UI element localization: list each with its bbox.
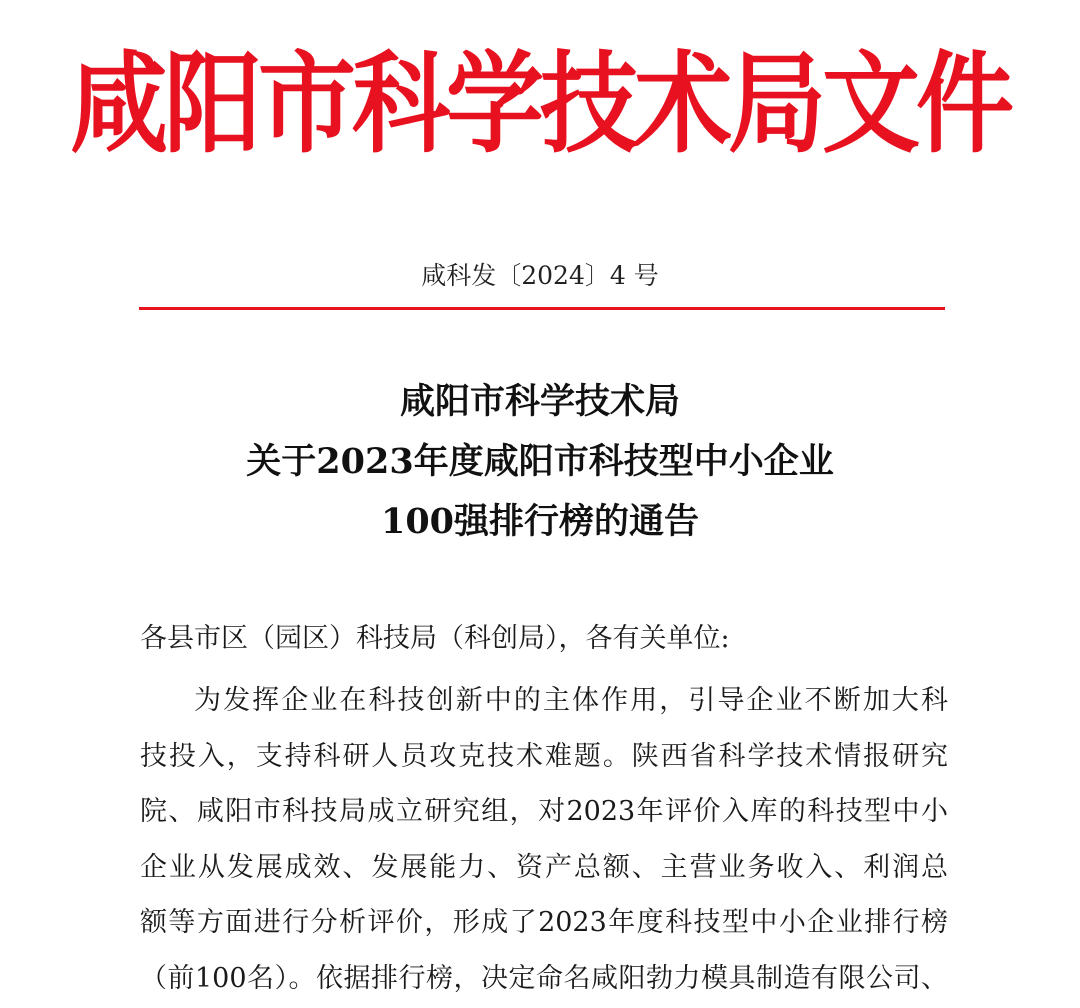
body-line: 企业从发展成效、发展能力、资产总额、主营业务收入、利润总 [140,851,948,883]
title-line-3: 100强排行榜的通告 [380,501,700,542]
red-divider-line [139,307,945,310]
body-line: 为发挥企业在科技创新中的主体作用，引导企业不断加大科 [194,685,948,716]
document-number: 咸科发〔2024〕4 号 [421,261,659,290]
body-line: （前100名）。依据排行榜，决定命名咸阳勃力模具制造有限公司、 [140,962,948,994]
notice-title [0,372,1080,552]
body-paragraph [140,673,948,1006]
body-line: 技投入，支持科研人员攻克技术难题。陕西省科学技术情报研究 [140,740,948,772]
title-line-2: 关于2023年度咸阳市科技型中小企业 [246,441,834,482]
salutation: 各县市区（园区）科技局（科创局），各有关单位: [140,623,730,654]
title-line-1: 咸阳市科学技术局 [399,381,680,422]
body-line: 院、咸阳市科技局成立研究组，对2023年评价入库的科技型中小 [140,796,948,827]
body-line: 额等方面进行分析评价，形成了2023年度科技型中小企业排行榜 [140,907,948,938]
document-masthead: 咸阳市科学技术局文件 [69,40,1010,170]
